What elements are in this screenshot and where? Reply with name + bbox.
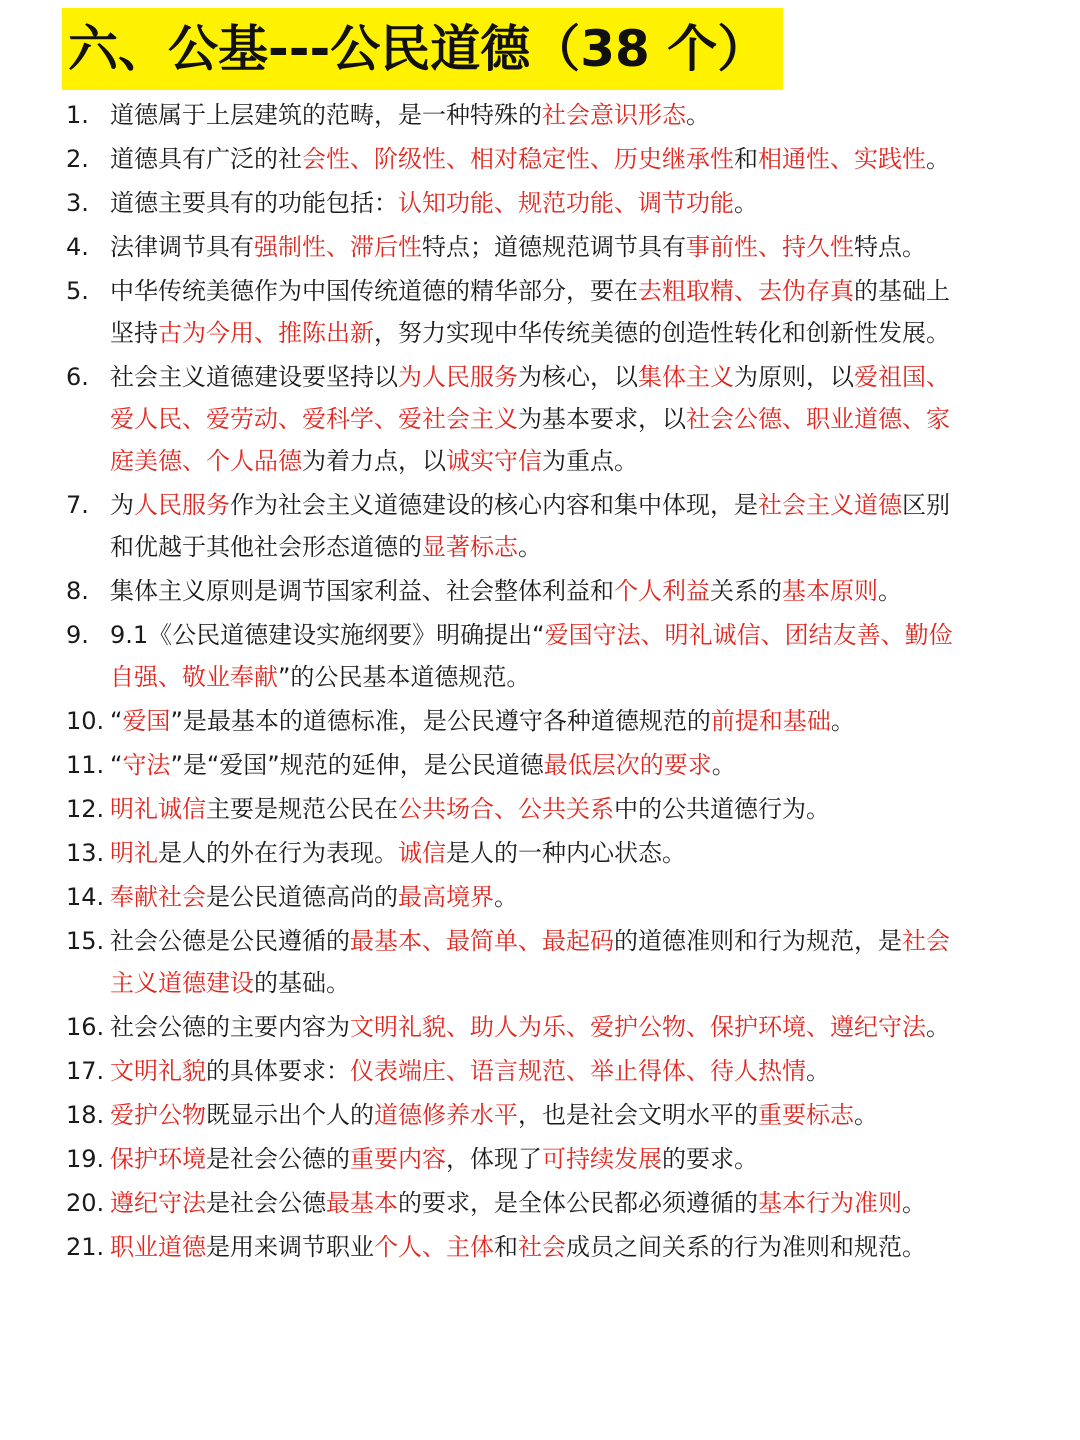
highlight-text: 可持续发展 xyxy=(542,1145,662,1173)
plain-text: 为重点。 xyxy=(542,447,638,475)
item-number: 1. xyxy=(66,101,89,129)
plain-text: 为基本要求，以 xyxy=(518,405,686,433)
plain-text: 。 xyxy=(734,189,758,217)
plain-text: 的要求，是全体公民都必须遵循的 xyxy=(398,1189,758,1217)
plain-text: 的基础上坚持 xyxy=(110,277,950,347)
plain-text: 的基础。 xyxy=(254,969,350,997)
item-text xyxy=(110,182,966,224)
item-number: 4. xyxy=(66,233,89,261)
plain-text: 特点；道德规范调节具有 xyxy=(422,233,686,261)
highlight-text: 社会主义道德建设 xyxy=(110,927,950,997)
highlight-text: 重要标志 xyxy=(758,1101,854,1129)
item-text xyxy=(110,484,966,568)
list-item xyxy=(66,920,966,1004)
list-item xyxy=(66,356,966,482)
plain-text: 为核心，以 xyxy=(518,363,638,391)
plain-text: 社会主义道德建设要坚持以 xyxy=(110,363,398,391)
plain-text: “ xyxy=(110,751,123,779)
plain-text: ”是“爱国”规范的延伸，是公民道德 xyxy=(170,751,544,779)
plain-text: 既显示出个人的 xyxy=(206,1101,374,1129)
highlight-text: 最低层次的要求 xyxy=(543,751,712,779)
list-item xyxy=(66,484,966,568)
item-text xyxy=(110,832,966,874)
list-item xyxy=(66,744,966,786)
item-text xyxy=(110,876,966,918)
plain-text: 集体主义原则是调节国家利益、社会整体利益和 xyxy=(110,577,614,605)
plain-text: 中的公共道德行为。 xyxy=(614,795,830,823)
list-item xyxy=(66,614,966,698)
list-item xyxy=(66,570,966,612)
highlight-text: 重要内容 xyxy=(350,1145,446,1173)
highlight-text: 基本原则 xyxy=(782,577,878,605)
highlight-text: 前提和基础 xyxy=(710,707,831,735)
plain-text: 为 xyxy=(110,491,134,519)
item-text xyxy=(110,1050,966,1092)
highlight-text: 爱护公物 xyxy=(110,1101,206,1129)
list-item xyxy=(66,1226,966,1268)
plain-text: 是公民道德高尚的 xyxy=(206,883,398,911)
highlight-text: 个人利益 xyxy=(614,577,710,605)
plain-text: 9.1《公民道德建设实施纲要》明确提出“ xyxy=(110,621,545,649)
plain-text: 。 xyxy=(494,883,518,911)
highlight-text: 社会公德、职业道德、家庭美德、个人品德 xyxy=(110,405,950,475)
highlight-text: 集体主义 xyxy=(638,363,734,391)
highlight-text: 社会意识形态 xyxy=(542,101,686,129)
highlight-text: 基本行为准则 xyxy=(758,1189,902,1217)
item-list xyxy=(66,94,966,1270)
plain-text: 是社会公德 xyxy=(206,1189,326,1217)
item-text xyxy=(110,570,966,612)
item-number: 12. xyxy=(66,795,105,823)
plain-text: 主要是规范公民在 xyxy=(206,795,398,823)
plain-text: 的要求。 xyxy=(662,1145,758,1173)
item-text xyxy=(110,226,966,268)
plain-text: 关系的 xyxy=(710,577,782,605)
plain-text: 社会公德的主要内容为 xyxy=(110,1013,350,1041)
plain-text: 的具体要求： xyxy=(206,1057,350,1085)
item-text xyxy=(110,138,966,180)
highlight-text: 道德修养水平 xyxy=(374,1101,518,1129)
plain-text: 。 xyxy=(902,1189,926,1217)
item-number: 14. xyxy=(66,883,105,911)
plain-text: ”是最基本的道德标准，是公民遵守各种道德规范的 xyxy=(170,707,711,735)
list-item xyxy=(66,1182,966,1224)
item-number: 9. xyxy=(66,621,89,649)
plain-text: 。 xyxy=(518,533,542,561)
item-number: 10. xyxy=(66,707,105,735)
plain-text: 。 xyxy=(878,577,902,605)
item-number: 13. xyxy=(66,839,105,867)
list-item xyxy=(66,270,966,354)
item-text xyxy=(110,1138,966,1180)
highlight-text: 诚信 xyxy=(398,839,446,867)
plain-text: 是人的一种内心状态。 xyxy=(446,839,686,867)
plain-text: 社会公德是公民遵循的 xyxy=(110,927,350,955)
item-text xyxy=(110,1182,966,1224)
plain-text: 和 xyxy=(494,1233,518,1261)
item-number: 20. xyxy=(66,1189,105,1217)
item-number: 5. xyxy=(66,277,89,305)
highlight-text: 公共场合、公共关系 xyxy=(398,795,614,823)
plain-text: 成员之间关系的行为准则和规范。 xyxy=(566,1233,926,1261)
item-number: 16. xyxy=(66,1013,105,1041)
item-number: 7. xyxy=(66,491,89,519)
list-item xyxy=(66,876,966,918)
highlight-text: 职业道德 xyxy=(110,1233,206,1261)
plain-text: 作为社会主义道德建设的核心内容和集中体现，是 xyxy=(230,491,758,519)
plain-text: 。 xyxy=(830,707,855,735)
item-number: 17. xyxy=(66,1057,105,1085)
highlight-text: 人民服务 xyxy=(134,491,230,519)
plain-text: 法律调节具有 xyxy=(110,233,254,261)
highlight-text: 明礼 xyxy=(110,839,158,867)
highlight-text: 会性、阶级性、相对稳定性、历史继承性 xyxy=(302,145,734,173)
plain-text: ，也是社会文明水平的 xyxy=(518,1101,758,1129)
item-text xyxy=(110,614,966,698)
list-item xyxy=(66,1006,966,1048)
highlight-text: 事前性、持久性 xyxy=(686,233,854,261)
item-number: 21. xyxy=(66,1233,105,1261)
highlight-text: 诚实守信 xyxy=(446,447,542,475)
page-title: 六、公基---公民道德（38 个） xyxy=(62,8,783,90)
item-number: 6. xyxy=(66,363,89,391)
highlight-text: 爱国守法、明礼诚信、团结友善、勤俭自强、敬业奉献 xyxy=(110,621,953,691)
list-item xyxy=(66,226,966,268)
plain-text: 道德属于上层建筑的范畴，是一种特殊的 xyxy=(110,101,542,129)
highlight-text: 个人、主体 xyxy=(374,1233,494,1261)
item-text xyxy=(110,788,966,830)
plain-text: ，体现了 xyxy=(446,1145,542,1173)
highlight-text: 仪表端庄、语言规范、举止得体、待人热情 xyxy=(350,1057,806,1085)
plain-text: 区别和优越于其他社会形态道德的 xyxy=(110,491,950,561)
plain-text: 中华传统美德作为中国传统道德的精华部分，要在 xyxy=(110,277,638,305)
highlight-text: 明礼诚信 xyxy=(110,795,206,823)
highlight-text: 社会主义道德 xyxy=(758,491,902,519)
item-text xyxy=(110,270,966,354)
item-number: 2. xyxy=(66,145,89,173)
item-text xyxy=(110,94,966,136)
item-text xyxy=(110,920,966,1004)
highlight-text: 守法 xyxy=(122,751,171,779)
list-item xyxy=(66,788,966,830)
item-number: 18. xyxy=(66,1101,105,1129)
highlight-text: 最基本、最简单、最起码 xyxy=(350,927,614,955)
highlight-text: 相通性、实践性 xyxy=(758,145,926,173)
plain-text: 是用来调节职业 xyxy=(206,1233,374,1261)
list-item xyxy=(66,700,966,742)
plain-text: 道德具有广泛的社 xyxy=(110,145,302,173)
plain-text: 。 xyxy=(854,1101,878,1129)
plain-text: “ xyxy=(110,707,123,735)
highlight-text: 显著标志 xyxy=(422,533,518,561)
highlight-text: 为人民服务 xyxy=(398,363,518,391)
plain-text: 和 xyxy=(734,145,758,173)
highlight-text: 爱祖国、爱人民、爱劳动、爱科学、爱社会主义 xyxy=(110,363,950,433)
plain-text: 为着力点，以 xyxy=(302,447,446,475)
item-number: 15. xyxy=(66,927,105,955)
plain-text: 的道德准则和行为规范，是 xyxy=(614,927,902,955)
plain-text: 。 xyxy=(926,1013,950,1041)
highlight-text: 最基本 xyxy=(326,1189,398,1217)
highlight-text: 爱国 xyxy=(122,707,171,735)
list-item xyxy=(66,182,966,224)
plain-text: 。 xyxy=(686,101,710,129)
plain-text: ”的公民基本道德规范。 xyxy=(278,663,531,691)
plain-text: 是人的外在行为表现。 xyxy=(158,839,398,867)
item-text xyxy=(110,1094,966,1136)
highlight-text: 遵纪守法 xyxy=(110,1189,206,1217)
plain-text: ，努力实现中华传统美德的创造性转化和创新性发展。 xyxy=(374,319,950,347)
highlight-text: 奉献社会 xyxy=(110,883,206,911)
item-number: 19. xyxy=(66,1145,105,1173)
list-item xyxy=(66,832,966,874)
highlight-text: 保护环境 xyxy=(110,1145,206,1173)
list-item xyxy=(66,94,966,136)
item-text xyxy=(110,744,966,786)
plain-text: 特点。 xyxy=(854,233,926,261)
plain-text: 。 xyxy=(806,1057,830,1085)
plain-text: 为原则，以 xyxy=(734,363,854,391)
item-text xyxy=(110,1006,966,1048)
item-text xyxy=(110,356,966,482)
list-item xyxy=(66,1094,966,1136)
item-number: 8. xyxy=(66,577,89,605)
highlight-text: 强制性、滞后性 xyxy=(254,233,422,261)
list-item xyxy=(66,1050,966,1092)
highlight-text: 文明礼貌 xyxy=(110,1057,206,1085)
highlight-text: 文明礼貌、助人为乐、爱护公物、保护环境、遵纪守法 xyxy=(350,1013,926,1041)
highlight-text: 认知功能、规范功能、调节功能 xyxy=(398,189,734,217)
item-number: 3. xyxy=(66,189,89,217)
plain-text: 道德主要具有的功能包括： xyxy=(110,189,398,217)
highlight-text: 古为今用、推陈出新 xyxy=(158,319,374,347)
highlight-text: 最高境界 xyxy=(398,883,494,911)
highlight-text: 去粗取精、去伪存真 xyxy=(638,277,854,305)
list-item xyxy=(66,1138,966,1180)
item-number: 11. xyxy=(66,751,105,779)
plain-text: 。 xyxy=(926,145,950,173)
item-text xyxy=(110,1226,966,1268)
item-text xyxy=(110,700,966,742)
plain-text: 。 xyxy=(711,751,736,779)
plain-text: 是社会公德的 xyxy=(206,1145,350,1173)
list-item xyxy=(66,138,966,180)
highlight-text: 社会 xyxy=(518,1233,566,1261)
